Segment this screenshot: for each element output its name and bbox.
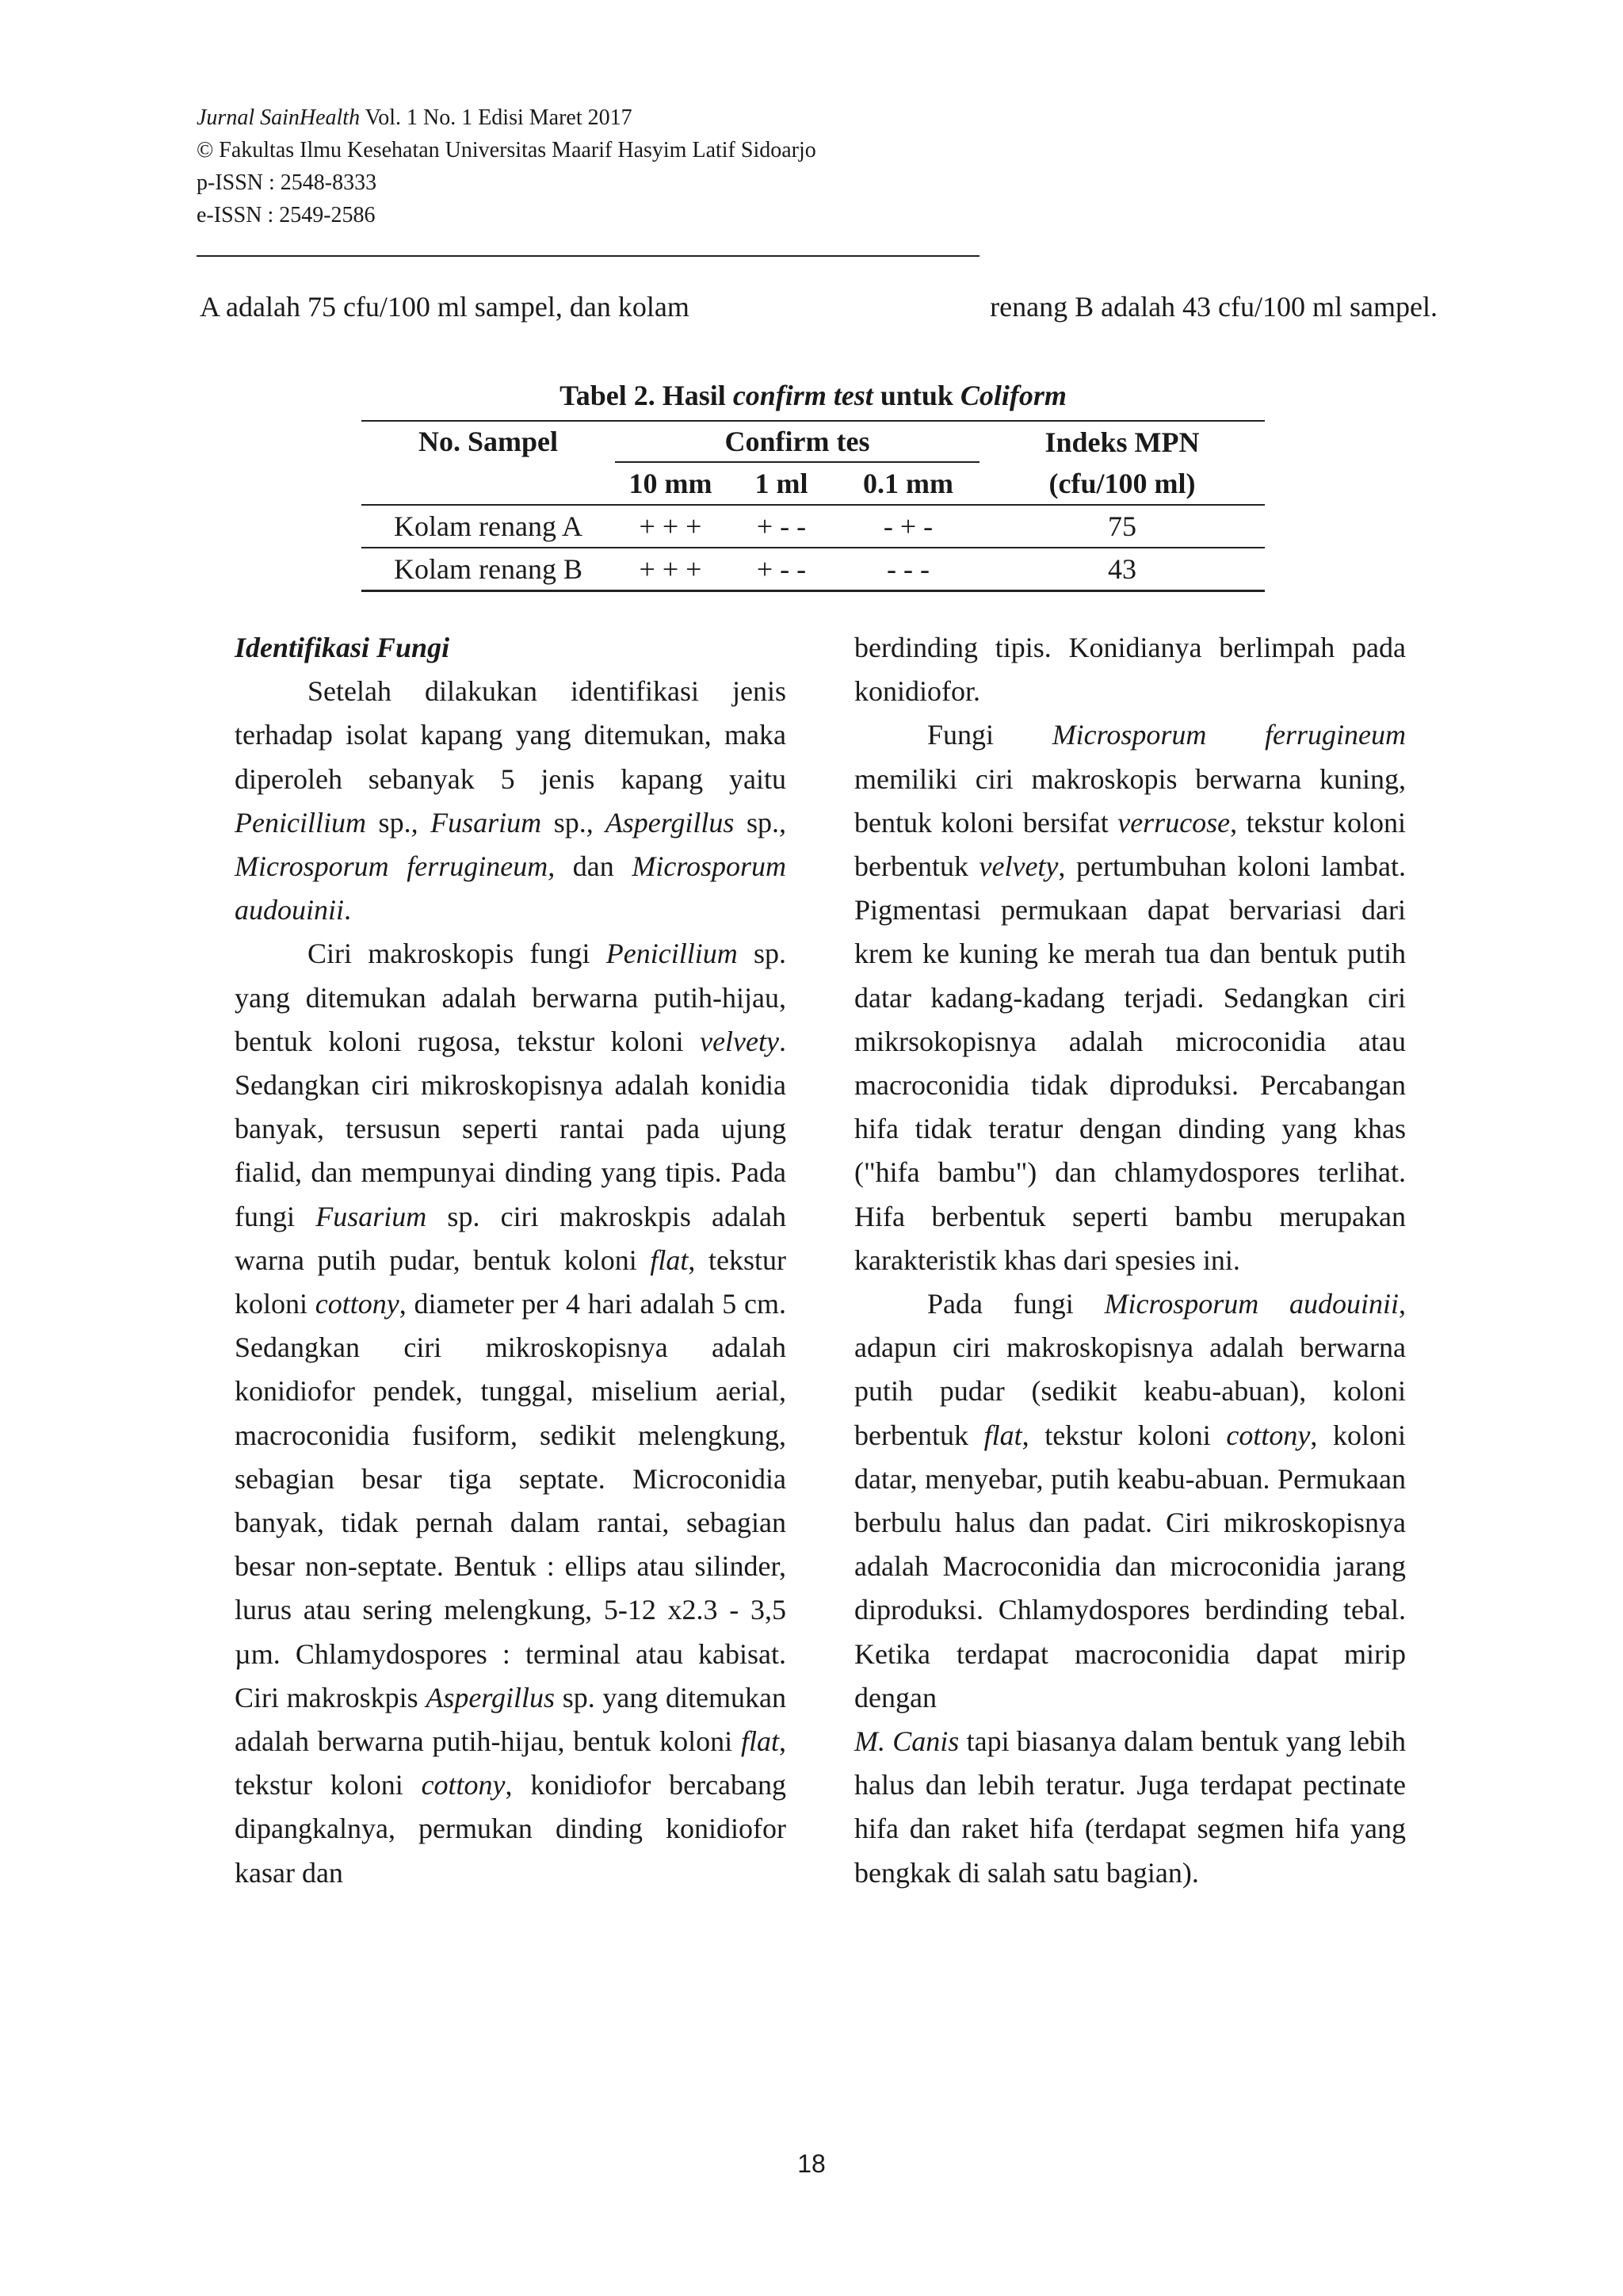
subheader-01mm: 0.1 mm	[837, 462, 980, 505]
paragraph	[235, 932, 786, 1894]
text-run: sp. yang ditemukan adalah berwarna putih-hijau, bentuk koloni	[235, 1681, 787, 1758]
text-run: Ciri makroskopis fungi	[307, 938, 606, 970]
term: verrucose	[1117, 806, 1231, 839]
table-row	[361, 505, 1265, 548]
paragraph	[235, 670, 786, 932]
paragraph: berdinding tipis. Konidianya berlimpah pada konidiofor.	[854, 632, 1406, 708]
term: flat	[650, 1244, 689, 1276]
cell-10mm: + + +	[615, 548, 726, 591]
text-run: sp. ciri makroskpis adalah warna putih pudar, bentuk koloni	[235, 1200, 786, 1276]
cell-mpn: 43	[980, 548, 1265, 591]
text-run: , pertumbuhan koloni lambat. Pigmentasi permukaan dapat bervariasi dari krem ke kuning ke merah tua dan bentuk putih datar kadang-kadang terjadi. Sedangkan ciri mikrsokopisnya adalah microconidia atau macroconidia tidak diproduksi. Percabangan hifa tidak teratur dengan dinding yang khas ("hifa bambu") dan chlamydospores terlihat. Hifa berbentuk seperti bambu merupakan karakteristik khas dari spesies ini.	[854, 850, 1407, 1276]
e-issn: e-ISSN : 2549-2586	[197, 203, 376, 227]
text-run: , tekstur koloni	[235, 1725, 786, 1801]
text-run: , tekstur koloni	[235, 1244, 786, 1320]
term: cottony	[315, 1288, 399, 1320]
text-run: sp.	[365, 806, 411, 839]
species-name: Penicillium	[235, 806, 366, 839]
caption-part-2: confirm test	[732, 380, 873, 411]
cell-1ml: + - -	[726, 505, 837, 548]
text-run: sp.	[734, 806, 780, 839]
term: velvety	[700, 1025, 779, 1057]
cell-mpn: 75	[980, 505, 1265, 548]
species-name: Penicillium	[605, 938, 738, 970]
text-run: sp. yang ditemukan adalah berwarna putih-hijau, bentuk koloni rugosa, tekstur koloni	[235, 938, 787, 1057]
paragraph	[854, 1282, 1406, 1895]
journal-header	[197, 101, 816, 231]
subheader-1ml: 1 ml	[726, 462, 837, 505]
term: flat	[983, 1419, 1022, 1451]
species-name: Aspergillus	[605, 806, 735, 839]
caption-part-3: untuk	[873, 380, 960, 411]
table-row	[361, 548, 1265, 591]
text-run: Fungi	[927, 719, 1052, 751]
journal-issue: Vol. 1 No. 1 Edisi Maret 2017	[360, 105, 632, 130]
header-divider	[197, 255, 980, 257]
header-confirm: Confirm tes	[615, 421, 980, 462]
p-issn: p-ISSN : 2548-8333	[197, 170, 377, 195]
species-name: M. Canis	[854, 1725, 960, 1758]
species-name: Aspergillus	[426, 1681, 556, 1713]
caption-part-1: Tabel 2. Hasil	[559, 380, 733, 411]
text-run: ,	[586, 806, 605, 839]
species-name: Fusarium	[315, 1200, 427, 1232]
text-run: , tekstur koloni berbentuk	[854, 806, 1407, 883]
text-run: . Sedangkan ciri mikroskopisnya adalah konidia banyak, tersusun seperti rantai pada ujung fialid, dan mempunyai dinding yang tipis. Pada fungi	[235, 1025, 786, 1232]
text-run: , diameter per 4 hari adalah 5 cm. Sedangkan ciri mikroskopisnya adalah konidiofor pendek, tunggal, miselium aerial, macroconidia fusiform, sedikit melengkung, sebagian besar tiga septate. Microconidia banyak, tidak pernah dalam rantai, sebagian besar non-septate. Bentuk : ellips atau silinder, lurus atau sering melengkung, 5-12 x2.3 - 3,5 µm. Chlamydospores : terminal atau kabisat. Ciri makroskpis	[235, 1288, 786, 1713]
confirm-test-table	[361, 420, 1265, 592]
cell-10mm: + + +	[615, 505, 726, 548]
text-run: , konidiofor bercabang dipangkalnya, permukan dinding konidiofor kasar dan	[235, 1769, 786, 1889]
header-sample: No. Sampel	[361, 421, 615, 505]
term: velvety	[979, 850, 1059, 883]
section-heading: Identifikasi Fungi	[235, 632, 450, 663]
subheader-10mm: 10 mm	[615, 462, 726, 505]
continued-text-right: renang B adalah 43 cfu/100 ml sampel.	[990, 291, 1438, 323]
table-caption	[361, 379, 1265, 412]
text-run: tapi biasanya dalam bentuk yang lebih halus dan lebih teratur. Juga terdapat pectinate hifa dan raket hifa (terdapat segmen hifa yang bengkak di salah satu bagian).	[854, 1725, 1406, 1889]
species-name: Microsporum ferrugineum	[1052, 719, 1406, 751]
text-run: .	[344, 894, 352, 926]
journal-title-line	[197, 101, 816, 134]
text-run: , tekstur koloni	[1022, 1419, 1227, 1451]
header-mpn-2: (cfu/100 ml)	[980, 462, 1265, 505]
caption-part-4: Coliform	[960, 380, 1067, 411]
text-run: Pada fungi	[927, 1288, 1105, 1320]
left-column	[235, 626, 786, 1895]
species-name: Microsporum audouinii	[1104, 1288, 1399, 1320]
text-run: , adapun ciri makroskopisnya adalah berwarna putih pudar (sedikit keabu-abuan), koloni berbentuk	[854, 1288, 1406, 1451]
text-run: Setelah dilakukan identifikasi jenis terhadap isolat kapang yang ditemukan, maka diperoleh sebanyak 5 jenis kapang yaitu	[235, 675, 786, 795]
species-name: Fusarium	[430, 806, 542, 839]
continued-text-left: A adalah 75 cfu/100 ml sampel, dan kolam	[200, 291, 689, 323]
cell-1ml: + - -	[726, 548, 837, 591]
cell-sample: Kolam renang A	[361, 505, 615, 548]
term: cottony	[1226, 1419, 1311, 1451]
text-run: , koloni datar, menyebar, putih keabu-abuan. Permukaan berbulu halus dan padat. Ciri mikroskopisnya adalah Macroconidia dan microconidia jarang diproduksi. Chlamydospores berdinding tebal. Ketika terdapat macroconidia dapat mirip dengan	[854, 1419, 1406, 1713]
paragraph	[854, 713, 1406, 1282]
cell-sample: Kolam renang B	[361, 548, 615, 591]
species-name: Microsporum ferrugineum,	[235, 850, 556, 883]
page-number: 18	[797, 2149, 826, 2178]
journal-name: Jurnal SainHealth	[197, 105, 361, 130]
right-column	[854, 626, 1406, 1895]
copyright-line: © Fakultas Ilmu Kesehatan Universitas Maarif Hasyim Latif Sidoarjo	[197, 138, 816, 162]
species-name: Microsporum audouinii	[235, 850, 787, 926]
cell-01mm: - - -	[837, 548, 980, 591]
text-run: dan	[555, 850, 632, 883]
text-run: sp.	[541, 806, 586, 839]
header-mpn-1: Indeks MPN	[980, 421, 1265, 462]
text-run: ,	[779, 806, 787, 839]
term: cottony	[421, 1769, 506, 1801]
text-run: ,	[411, 806, 431, 839]
text-run: memiliki ciri makroskopis berwarna kuning, bentuk koloni bersifat	[854, 762, 1406, 839]
cell-01mm: - + -	[837, 505, 980, 548]
term: flat	[740, 1725, 779, 1758]
